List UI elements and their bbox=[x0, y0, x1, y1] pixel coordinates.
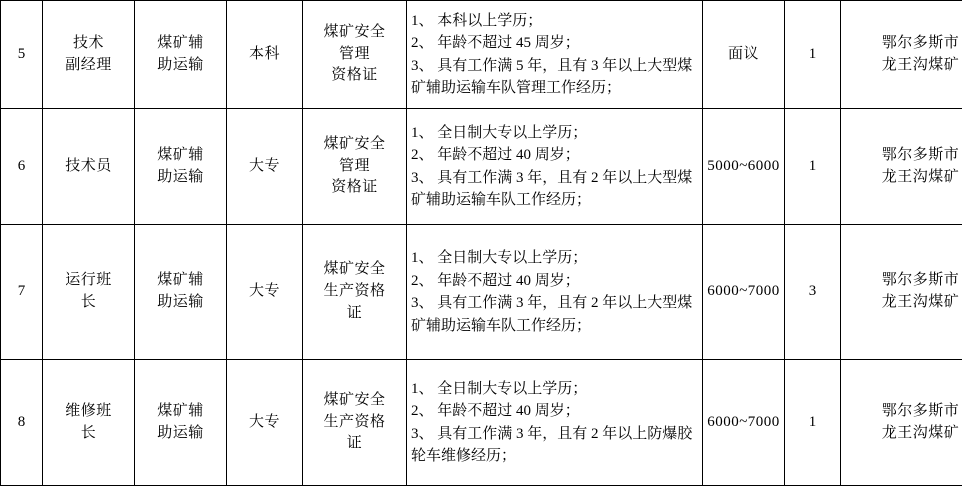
cert-line: 资格证 bbox=[331, 67, 378, 84]
cell-资格证书 bbox=[303, 360, 407, 486]
cell-人数: 1 bbox=[785, 360, 841, 486]
place-line: 龙王沟煤矿 bbox=[881, 424, 960, 441]
place-line: 龙王沟煤矿 bbox=[881, 294, 960, 310]
cert-line: 证 bbox=[346, 304, 363, 321]
cell-岗位 bbox=[43, 109, 135, 225]
cell-资格证书 bbox=[303, 225, 407, 360]
table-row bbox=[1, 1, 962, 109]
cert-line: 生产资格 bbox=[323, 413, 386, 430]
cell-学历: 大专 bbox=[227, 109, 303, 225]
cell-任职要求 bbox=[407, 225, 703, 360]
cell-部门 bbox=[135, 1, 227, 109]
requirement-line: 2、 年龄不超过 40 周岁； bbox=[411, 272, 580, 289]
post-line: 运行班 bbox=[65, 272, 112, 289]
table-row bbox=[1, 109, 962, 225]
cell-工作地点 bbox=[841, 109, 962, 225]
cert-line: 煤矿安全 bbox=[323, 391, 386, 408]
dept-line: 煤矿辅 bbox=[157, 34, 204, 51]
place-line: 龙王沟煤矿 bbox=[881, 168, 960, 185]
dept-line: 煤矿辅 bbox=[157, 146, 204, 163]
place-line: 鄂尔多斯市 bbox=[881, 272, 960, 289]
table-row bbox=[1, 360, 962, 486]
post-line: 长 bbox=[80, 294, 97, 310]
cell-学历: 大专 bbox=[227, 225, 303, 360]
cell-薪资: 6000~7000 bbox=[703, 225, 785, 360]
requirement-line: 2、 年龄不超过 40 周岁； bbox=[411, 403, 580, 419]
cell-任职要求 bbox=[407, 1, 703, 109]
cell-资格证书 bbox=[303, 109, 407, 225]
place-line: 龙王沟煤矿 bbox=[881, 56, 960, 73]
cell-薪资: 6000~7000 bbox=[703, 360, 785, 486]
post-line: 长 bbox=[80, 424, 97, 441]
place-line: 鄂尔多斯市 bbox=[881, 146, 960, 163]
post-line: 技术 bbox=[72, 34, 104, 51]
cell-学历: 大专 bbox=[227, 360, 303, 486]
cert-line: 资格证 bbox=[331, 179, 378, 196]
requirement-line: 3、 具有工作满 3 年，且有 2 年以上大型煤矿辅助运输车队工作经历； bbox=[411, 169, 693, 208]
cert-line: 煤矿安全 bbox=[323, 261, 386, 278]
cell-工作地点 bbox=[841, 225, 962, 360]
cell-任职要求 bbox=[407, 360, 703, 486]
cell-序号: 5 bbox=[1, 1, 43, 109]
cell-部门 bbox=[135, 225, 227, 360]
requirement-line: 2、 年龄不超过 45 周岁； bbox=[411, 35, 580, 51]
cell-人数: 3 bbox=[785, 225, 841, 360]
cell-人数: 1 bbox=[785, 109, 841, 225]
cert-line: 煤矿安全 bbox=[323, 23, 386, 40]
cert-line: 管理 bbox=[338, 157, 370, 174]
place-line: 鄂尔多斯市 bbox=[881, 34, 960, 51]
cell-部门 bbox=[135, 109, 227, 225]
cert-line: 生产资格 bbox=[323, 283, 386, 300]
requirement-line: 1、 全日制大专以上学历； bbox=[411, 124, 588, 141]
cell-序号: 8 bbox=[1, 360, 43, 486]
cell-部门 bbox=[135, 360, 227, 486]
requirement-line: 2、 年龄不超过 40 周岁； bbox=[411, 147, 580, 163]
cell-资格证书 bbox=[303, 1, 407, 109]
dept-line: 助运输 bbox=[157, 294, 204, 310]
table-row bbox=[1, 225, 962, 360]
cell-工作地点 bbox=[841, 360, 962, 486]
cell-任职要求 bbox=[407, 109, 703, 225]
dept-line: 助运输 bbox=[157, 56, 204, 73]
cert-line: 证 bbox=[346, 435, 363, 452]
cell-序号: 7 bbox=[1, 225, 43, 360]
cell-薪资: 面议 bbox=[703, 1, 785, 109]
cell-序号: 6 bbox=[1, 109, 43, 225]
dept-line: 煤矿辅 bbox=[157, 272, 204, 289]
requirement-line: 3、 具有工作满 3 年，且有 2 年以上大型煤矿辅助运输车队工作经历； bbox=[411, 295, 693, 334]
requirement-line: 3、 具有工作满 5 年，且有 3 年以上大型煤矿辅助运输车队管理工作经历； bbox=[411, 57, 693, 96]
requirement-line: 1、 全日制大专以上学历； bbox=[411, 250, 588, 266]
cell-岗位 bbox=[43, 1, 135, 109]
dept-line: 煤矿辅 bbox=[157, 402, 204, 419]
cell-工作地点 bbox=[841, 1, 962, 109]
requirement-line: 1、 全日制大专以上学历； bbox=[411, 380, 588, 397]
requirement-line: 3、 具有工作满 3 年，且有 2 年以上防爆胶轮车维修经历； bbox=[411, 425, 693, 464]
cell-岗位 bbox=[43, 360, 135, 486]
dept-line: 助运输 bbox=[157, 168, 204, 185]
cell-学历: 本科 bbox=[227, 1, 303, 109]
cell-岗位 bbox=[43, 225, 135, 360]
cert-line: 煤矿安全 bbox=[323, 135, 386, 152]
cell-人数: 1 bbox=[785, 1, 841, 109]
dept-line: 助运输 bbox=[157, 424, 204, 441]
cell-薪资: 5000~6000 bbox=[703, 109, 785, 225]
post-line: 技术员 bbox=[65, 157, 112, 174]
cert-line: 管理 bbox=[338, 45, 370, 62]
post-line: 维修班 bbox=[65, 402, 112, 419]
place-line: 鄂尔多斯市 bbox=[881, 402, 960, 419]
requirement-line: 1、 本科以上学历； bbox=[411, 12, 543, 29]
post-line: 副经理 bbox=[65, 56, 112, 73]
